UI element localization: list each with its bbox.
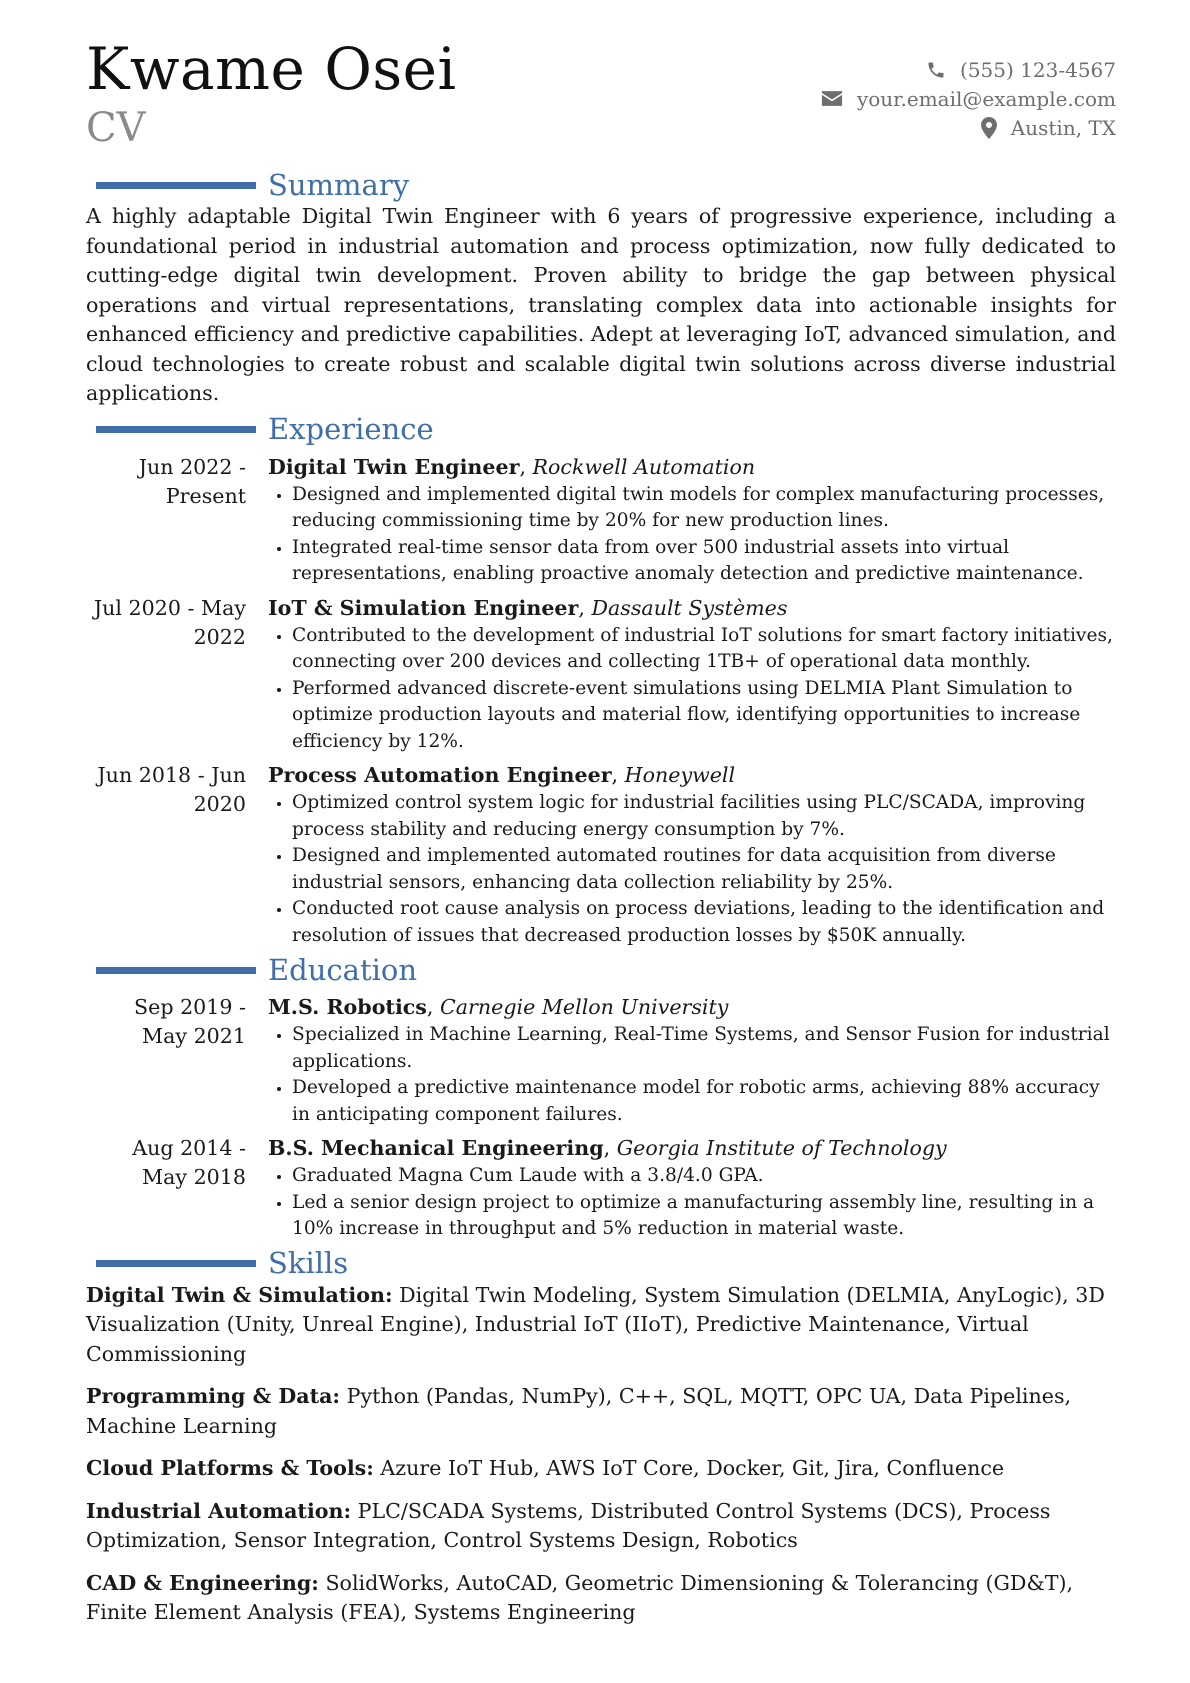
document-subtitle: CV [86, 105, 146, 151]
skill-items: SolidWorks, AutoCAD, Geometric Dimensioning & Tolerancing (GD&T), Finite Element Analysis (FEA), Systems Engineering [86, 1570, 1074, 1624]
experience-entry [86, 594, 1116, 756]
section-title: Skills [268, 1246, 349, 1280]
bullet-item: • Integrated real-time sensor data from over 500 industrial assets into virtual representations, enabling proactive anomaly detection and predictive maintenance. [292, 535, 1116, 588]
entry-org: Rockwell Automation [532, 454, 756, 479]
skill-items: Digital Twin Modeling, System Simulation (DELMIA, AnyLogic), 3D Visualization (Unity, Unreal Engine), Industrial IoT (IIoT), Predictive Maintenance, Virtual Commissioning [86, 1282, 1105, 1366]
skills-heading [86, 1247, 1116, 1281]
education-entry [86, 993, 1116, 1128]
experience-entry [86, 761, 1116, 949]
summary-heading [86, 168, 1116, 202]
skill-group [86, 1281, 1116, 1370]
section-title: Summary [268, 167, 410, 202]
envelope-icon [821, 90, 843, 107]
section-bar [96, 1260, 256, 1267]
summary-text: A highly adaptable Digital Twin Engineer with 6 years of progressive experience, including a foundational period in industrial automation and process optimization, now fully dedicated to cutting-edge digital twin development. Proven ability to bridge the gap between physical operations and virtual representations, translating complex data into actionable insights for enhanced efficiency and predictive capabilities. Adept at leveraging IoT, advanced simulation, and cloud technologies to create robust and scalable digital twin solutions across diverse industrial applications. [86, 204, 1116, 405]
entry-date: Jun 2022 - Present [138, 454, 246, 508]
bullet-item: • Graduated Magna Cum Laude with a 3.8/4.0 GPA. [292, 1163, 1116, 1190]
entry-date: Aug 2014 - May 2018 [132, 1136, 246, 1189]
skill-items: Azure IoT Hub, AWS IoT Core, Docker, Git, Jira, Confluence [380, 1456, 1005, 1480]
bullet-item: • Contributed to the development of industrial IoT solutions for smart factory initiatives, connecting over 200 devices and collecting 1TB+ of operational data monthly. [292, 623, 1116, 676]
phone-text[interactable]: (555) 123-4567 [960, 57, 1116, 82]
entry-body [268, 594, 1116, 756]
experience-heading [86, 413, 1116, 447]
entry-title: Process Automation Engineer, Honeywell [268, 763, 736, 787]
skill-label: CAD & Engineering: [86, 1570, 319, 1595]
bullet-item: • Designed and implemented digital twin models for complex manufacturing processes, reducing commissioning time by 20% for new production lines. [292, 482, 1116, 535]
entry-body [268, 453, 1116, 588]
location-text: Austin, TX [1010, 115, 1116, 140]
bullet-item: • Conducted root cause analysis on process deviations, leading to the identification and resolution of issues that decreased production losses by $50K annually. [292, 896, 1116, 949]
bullet-item: • Led a senior design project to optimize a manufacturing assembly line, resulting in a 10% increase in throughput and 5% reduction in material waste. [292, 1190, 1116, 1243]
skill-group [86, 1382, 1116, 1441]
skill-group [86, 1454, 1116, 1484]
skill-label: Cloud Platforms & Tools: [86, 1456, 374, 1480]
entry-body [268, 1134, 1116, 1243]
entry-title: IoT & Simulation Engineer, Dassault Systèmes [268, 595, 788, 620]
skill-group [86, 1569, 1116, 1628]
entry-org: Honeywell [624, 763, 736, 787]
education-heading [86, 953, 1116, 987]
skill-group [86, 1497, 1116, 1556]
bullet-item: • Performed advanced discrete-event simulations using DELMIA Plant Simulation to optimize production layouts and material flow, identifying opportunities to increase efficiency by 12%. [292, 676, 1116, 756]
entry-degree: B.S. Mechanical Engineering [268, 1136, 604, 1160]
section-title: Education [268, 952, 418, 987]
section-bar [96, 182, 256, 189]
education-entry [86, 1134, 1116, 1243]
entry-bullets [268, 790, 1116, 949]
entry-degree: M.S. Robotics [268, 995, 427, 1019]
experience-entry [86, 453, 1116, 588]
email-row [821, 84, 1116, 113]
section-title: Experience [268, 412, 434, 446]
cv-page [86, 35, 1116, 1641]
email-text[interactable]: your.email@example.com [856, 86, 1116, 111]
skill-label: Industrial Automation: [86, 1498, 352, 1523]
map-pin-icon [981, 117, 997, 139]
bullet-item: • Optimized control system logic for industrial facilities using PLC/SCADA, improving process stability and reducing energy consumption by 7%. [292, 790, 1116, 843]
bullet-item: • Specialized in Machine Learning, Real-Time Systems, and Sensor Fusion for industrial applications. [292, 1022, 1116, 1075]
entry-bullets [268, 623, 1116, 756]
phone-icon [926, 60, 946, 80]
section-bar [96, 967, 256, 974]
entry-school: Georgia Institute of Technology [616, 1136, 947, 1160]
entry-bullets [268, 1022, 1116, 1128]
entry-school: Carnegie Mellon University [440, 995, 729, 1019]
bullet-item: • Developed a predictive maintenance model for robotic arms, achieving 88% accuracy in anticipating component failures. [292, 1075, 1116, 1128]
contact-info [821, 55, 1116, 142]
entry-role: Process Automation Engineer [268, 763, 612, 787]
entry-role: IoT & Simulation Engineer [268, 595, 579, 620]
entry-date: Jun 2018 - Jun 2020 [97, 763, 246, 816]
entry-bullets [268, 1163, 1116, 1243]
entry-org: Dassault Systèmes [591, 595, 788, 620]
location-row [821, 113, 1116, 142]
phone-row [821, 55, 1116, 84]
entry-title: M.S. Robotics, Carnegie Mellon University [268, 995, 729, 1019]
skill-label: Programming & Data: [86, 1384, 341, 1408]
entry-date: Jul 2020 - May 2022 [93, 595, 246, 649]
bullet-item: • Designed and implemented automated routines for data acquisition from diverse industrial sensors, enhancing data collection reliability by 25%. [292, 843, 1116, 896]
entry-role: Digital Twin Engineer [268, 454, 520, 479]
skill-items: Python (Pandas, NumPy), C++, SQL, MQTT, OPC UA, Data Pipelines, Machine Learning [86, 1384, 1072, 1438]
entry-body [268, 761, 1116, 949]
cv-header [86, 35, 1116, 168]
skill-label: Digital Twin & Simulation: [86, 1282, 393, 1307]
section-bar [96, 426, 256, 433]
entry-bullets [268, 482, 1116, 588]
entry-title: Digital Twin Engineer, Rockwell Automation [268, 454, 756, 479]
skill-items: PLC/SCADA Systems, Distributed Control Systems (DCS), Process Optimization, Sensor Integration, Control Systems Design, Robotics [86, 1498, 1051, 1552]
entry-title: B.S. Mechanical Engineering, Georgia Institute of Technology [268, 1136, 947, 1160]
person-name: Kwame Osei [86, 35, 457, 103]
entry-body [268, 993, 1116, 1128]
entry-date: Sep 2019 - May 2021 [134, 995, 246, 1048]
